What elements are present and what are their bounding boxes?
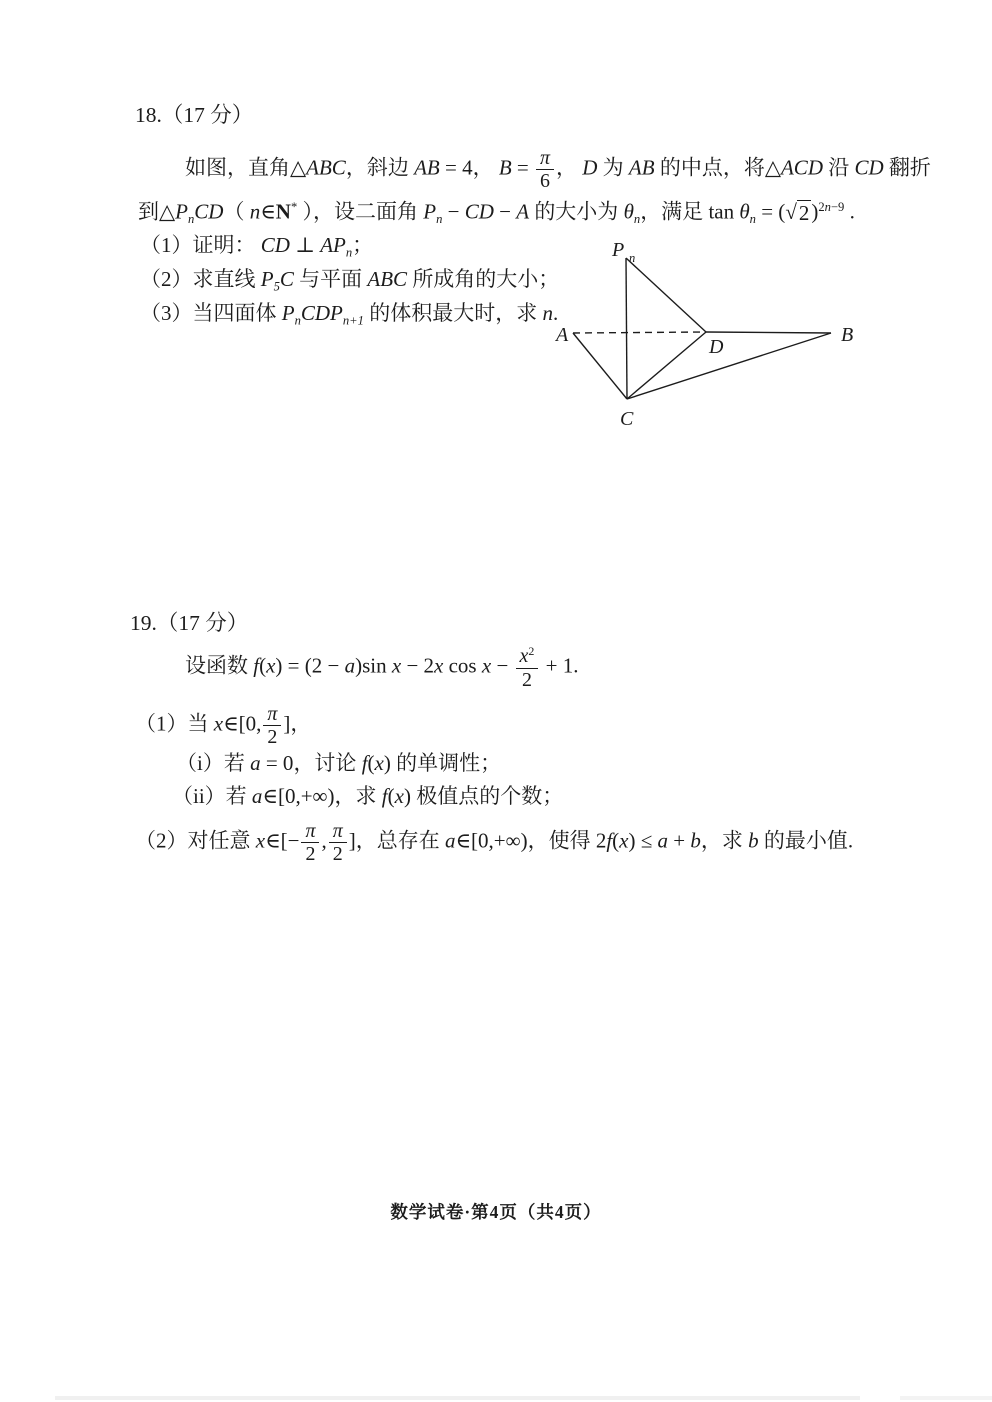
text-run: ) ≤: [628, 828, 658, 853]
text-run: ，求: [700, 828, 749, 853]
scan-edge-bar-right: [900, 1396, 992, 1400]
text-run: π: [332, 820, 343, 842]
text-run: (: [367, 751, 375, 775]
text-run: x: [434, 653, 444, 678]
text-run: cos: [443, 653, 482, 678]
fraction: [263, 703, 281, 749]
fraction: [301, 820, 319, 866]
text-run: x: [619, 828, 629, 853]
text-run: a: [250, 751, 261, 775]
text-run: ]: [283, 711, 291, 736]
text-run: −: [442, 199, 465, 224]
text-run: ，求: [334, 784, 382, 808]
text-run: 2: [521, 668, 532, 691]
fraction-numerator: [516, 645, 539, 669]
problem-19-question-2: [135, 820, 853, 866]
text-run: ABC: [306, 155, 346, 180]
problem-19-number: 19.（17 分）: [130, 611, 249, 635]
text-run: a: [251, 784, 263, 808]
text-run: 2: [818, 200, 825, 214]
text-run: CDP: [300, 301, 343, 325]
text-run: ，讨论: [293, 751, 362, 775]
text-run: △: [159, 199, 176, 224]
text-run: （1）当: [135, 711, 214, 736]
text-run: ，总存在: [355, 828, 445, 853]
text-run: −9: [830, 200, 845, 214]
text-run: 的大小为: [529, 199, 624, 224]
text-run: ): [403, 784, 411, 808]
problem-19-question-1ii: [172, 781, 563, 811]
text-run: = 0: [260, 751, 294, 775]
text-run: 到: [138, 199, 159, 224]
text-run: （: [223, 199, 250, 224]
text-run: ∈[0,+∞): [455, 828, 528, 853]
text-run: 翻折: [883, 155, 931, 180]
text-run: 2: [305, 843, 316, 866]
scan-edge-bar-left: [55, 1396, 860, 1400]
figure-label-D: D: [709, 336, 724, 358]
text-run: N: [275, 199, 291, 224]
text-run: n: [542, 301, 553, 325]
text-run: 的单调性；: [390, 751, 502, 775]
text-run: b: [690, 828, 701, 853]
text-run: ) = (2 −: [275, 653, 345, 678]
text-run: (: [612, 828, 620, 853]
problem-18-question-3: [140, 298, 558, 335]
text-run: ): [383, 751, 391, 775]
text-run: + 1.: [540, 653, 579, 678]
fraction-denominator: [329, 843, 347, 865]
fraction: [536, 147, 554, 193]
text-run: P: [175, 199, 188, 224]
text-run: (: [387, 784, 395, 808]
text-run: x: [519, 645, 529, 668]
text-run: b: [748, 828, 759, 853]
subscript: n: [345, 245, 353, 260]
text-run: 的体积最大时，求: [363, 301, 543, 325]
subscript: n: [187, 211, 195, 226]
fraction-denominator: [301, 843, 319, 865]
text-run: （2）对任意: [135, 828, 256, 853]
text-run: ∈[0,: [223, 711, 262, 736]
superscript: [818, 200, 844, 214]
problem-18-question-2: [140, 264, 559, 301]
text-run: +: [668, 828, 691, 853]
text-run: 2: [332, 843, 343, 866]
text-run: 为: [597, 155, 629, 180]
text-run: CD: [464, 199, 494, 224]
text-run: （3）当四面体: [140, 301, 282, 325]
text-run: x: [394, 784, 404, 808]
text-run: π: [540, 147, 550, 169]
problem-18-number: 18.（17 分）: [135, 103, 254, 127]
text-run: 设函数: [185, 653, 254, 678]
text-run: f: [606, 828, 613, 853]
text-run: 极值点的个数；: [410, 784, 564, 808]
text-run: ；: [352, 233, 374, 257]
text-run: （ii）若: [172, 784, 252, 808]
text-run: C: [279, 267, 294, 291]
text-run: ): [811, 199, 819, 224]
text-run: △: [764, 155, 781, 180]
text-run: x: [391, 653, 402, 678]
text-run: = (: [755, 199, 786, 224]
text-run: n: [249, 199, 261, 224]
text-run: ，: [290, 711, 312, 736]
text-run: θ: [623, 199, 634, 224]
text-run: (: [259, 653, 267, 678]
figure-label-Pn-sub: n: [629, 251, 636, 265]
problem-18-intro-line1: [185, 147, 931, 193]
text-run: 沿: [822, 155, 855, 180]
text-run: π: [305, 820, 316, 842]
subscript: n: [633, 211, 641, 226]
fraction-numerator: [263, 703, 281, 726]
problem-18-question-1: [140, 230, 373, 267]
text-run: （1）证明：: [140, 233, 261, 257]
text-run: −: [491, 653, 514, 678]
problem-18-intro-line2: [138, 192, 855, 234]
text-run: ,: [321, 828, 327, 853]
text-run: a: [444, 828, 456, 853]
text-run: tan: [708, 199, 740, 224]
radicand: [797, 200, 812, 225]
text-run: x: [213, 711, 224, 736]
figure-label-A: A: [556, 324, 569, 346]
text-run: x: [374, 751, 384, 775]
text-run: AP: [320, 233, 346, 257]
subscript: n: [294, 313, 301, 328]
text-run: ，斜边: [345, 155, 415, 180]
text-run: 如图，直角: [185, 155, 290, 180]
figure-edge-AD-dashed: [573, 332, 706, 333]
text-run: ），设二面角: [297, 199, 424, 224]
text-run: − 2: [401, 653, 435, 678]
text-run: −: [493, 199, 517, 224]
text-run: ACD: [780, 155, 823, 180]
text-run: ，使得: [527, 828, 596, 853]
fraction: [329, 820, 347, 866]
text-run: .: [844, 199, 855, 224]
text-run: ]: [348, 828, 356, 853]
figure-edge-PnD: [626, 258, 706, 332]
text-run: f: [381, 784, 388, 808]
subscript: n+1: [342, 313, 364, 328]
text-run: 2: [798, 200, 810, 225]
text-run: θ: [739, 199, 750, 224]
problem-19-question-1: [135, 703, 311, 749]
text-run: x: [266, 653, 276, 678]
text-run: = 4: [439, 155, 473, 180]
text-run: 与平面: [293, 267, 368, 291]
text-run: B: [498, 155, 512, 180]
subscript: n: [436, 211, 443, 226]
problem-18-figure: [540, 235, 885, 440]
fraction: [516, 645, 539, 691]
figure-label-B: B: [841, 324, 854, 346]
text-run: CD: [194, 199, 224, 224]
superscript: *: [290, 200, 298, 214]
text-run: f: [361, 751, 368, 775]
text-run: .: [552, 301, 559, 325]
text-run: a: [657, 828, 669, 853]
text-run: ，: [556, 155, 583, 180]
text-run: AB: [628, 155, 655, 180]
square-root: [785, 200, 811, 225]
text-run: )sin: [355, 653, 392, 678]
text-run: ⊥: [289, 233, 321, 257]
text-run: D: [582, 155, 598, 180]
text-run: 的最小值.: [758, 828, 854, 853]
text-run: P: [260, 267, 274, 291]
text-run: （2）求直线: [140, 267, 261, 291]
text-run: ∈: [260, 199, 276, 224]
figure-edge-PnC: [626, 258, 627, 399]
fraction-denominator: [536, 170, 554, 192]
text-run: AB: [414, 155, 440, 180]
text-run: f: [253, 653, 260, 678]
figure-label-C: C: [620, 408, 634, 430]
radical-sign: √: [785, 199, 797, 224]
subscript: n: [749, 211, 756, 226]
fraction-denominator: [518, 669, 536, 691]
text-run: CD: [260, 233, 290, 257]
text-run: 2: [595, 828, 607, 853]
text-run: ，: [472, 155, 499, 180]
fraction-numerator: [329, 820, 347, 843]
text-run: x: [255, 828, 266, 853]
text-run: A: [516, 199, 530, 224]
text-run: （i）若: [176, 751, 251, 775]
figure-edge-DB: [706, 332, 831, 333]
figure-edge-CD: [627, 332, 706, 399]
text-run: π: [267, 703, 278, 725]
text-run: CD: [854, 155, 884, 180]
superscript: 2: [528, 644, 535, 658]
figure-label-Pn: P: [612, 239, 625, 261]
text-run: =: [511, 155, 534, 180]
fraction-numerator: [536, 147, 554, 170]
text-run: x: [481, 653, 492, 678]
text-run: 6: [540, 170, 550, 193]
text-run: P: [423, 199, 437, 224]
text-run: ABC: [367, 267, 408, 291]
fraction-denominator: [263, 726, 281, 748]
text-run: ，满足: [640, 199, 709, 224]
text-run: 所成角的大小；: [407, 267, 560, 291]
text-run: n: [824, 200, 831, 214]
fraction-numerator: [301, 820, 319, 843]
text-run: △: [290, 155, 307, 180]
page-footer: 数学试卷·第4页（共4页）: [390, 1202, 602, 1222]
subscript: 5: [273, 279, 280, 294]
text-run: ∈[−: [265, 828, 300, 853]
problem-19-intro: [185, 645, 578, 691]
text-run: P: [281, 301, 295, 325]
text-run: ∈[0,+∞): [262, 784, 335, 808]
text-run: 2: [267, 726, 278, 749]
problem-19-question-1i: [176, 748, 501, 778]
text-run: 的中点，将: [654, 155, 765, 180]
figure-edge-CB: [627, 333, 831, 399]
figure-edge-AC: [573, 333, 627, 399]
text-run: a: [344, 653, 356, 678]
